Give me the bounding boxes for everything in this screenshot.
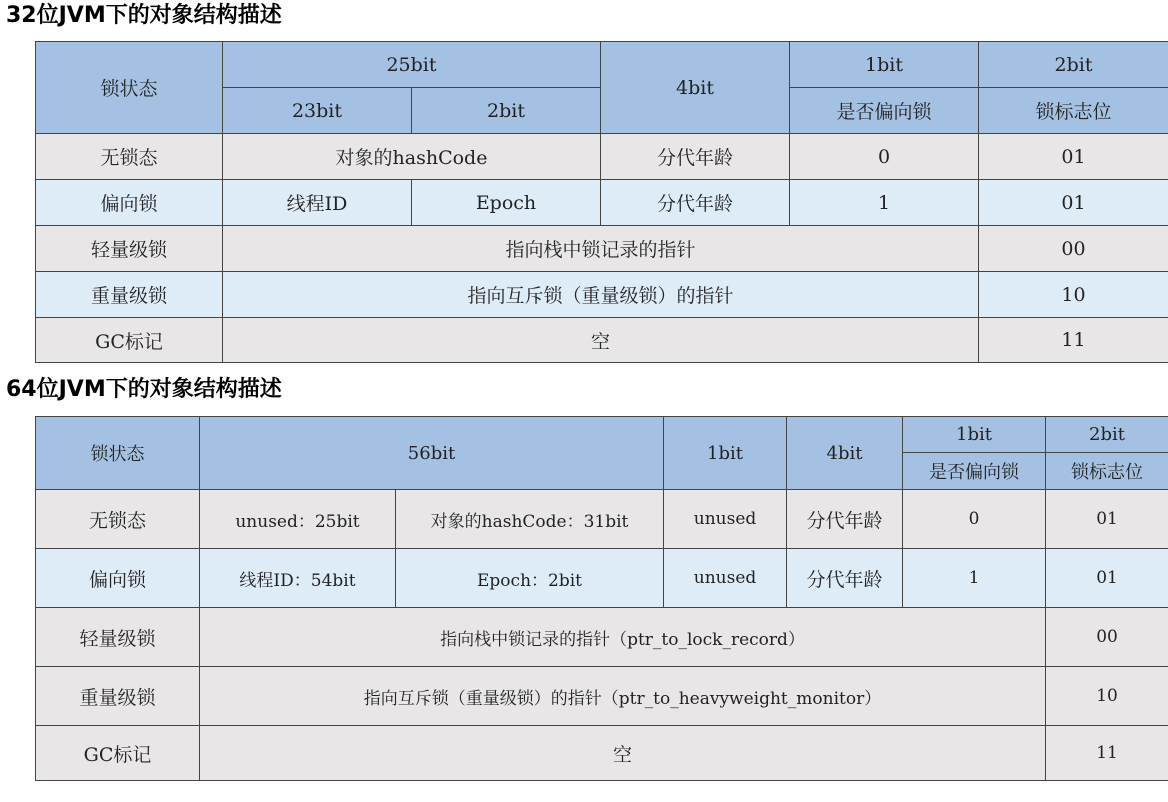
table-row (36, 226, 1168, 272)
cell-state: 偏向锁 (36, 180, 223, 226)
table-64bit-markword (35, 416, 1168, 781)
table-row (36, 490, 1168, 549)
cell-hashcode: 对象的hashCode：31bit (396, 490, 664, 549)
cell-unused-part: unused：25bit (200, 490, 396, 549)
cell-state: 重量级锁 (36, 667, 200, 726)
header-2bit-sub: 2bit (412, 88, 601, 134)
header-23bit: 23bit (223, 88, 412, 134)
cell-state: 偏向锁 (36, 549, 200, 608)
header-4bit: 4bit (601, 42, 790, 134)
cell-flag: 00 (979, 226, 1168, 272)
cell-flag: 01 (1046, 490, 1168, 549)
table-row (36, 549, 1168, 608)
header-2bit: 2bit (979, 42, 1168, 88)
cell-unused: unused (664, 549, 787, 608)
cell-state: 重量级锁 (36, 272, 223, 318)
cell-unused: unused (664, 490, 787, 549)
cell-flag: 10 (979, 272, 1168, 318)
cell-epoch: Epoch：2bit (396, 549, 664, 608)
cell-age: 分代年龄 (601, 134, 790, 180)
cell-flag: 11 (979, 318, 1168, 363)
header-2bit: 2bit (1046, 417, 1168, 453)
header-1bit: 1bit (790, 42, 979, 88)
cell-content: 指向互斥锁（重量级锁）的指针（ptr_to_heavyweight_monitor） (200, 667, 1046, 726)
table-32bit-markword (35, 41, 1168, 363)
cell-thread-id: 线程ID (223, 180, 412, 226)
cell-age: 分代年龄 (787, 490, 903, 549)
header-lock-flag: 锁标志位 (1046, 453, 1168, 490)
cell-content: 空 (200, 726, 1046, 781)
cell-state: 轻量级锁 (36, 226, 223, 272)
header-biased-flag: 是否偏向锁 (790, 88, 979, 134)
cell-state: GC标记 (36, 318, 223, 363)
cell-content: 指向栈中锁记录的指针 (223, 226, 979, 272)
cell-state: 无锁态 (36, 134, 223, 180)
cell-epoch: Epoch (412, 180, 601, 226)
header-lock-flag: 锁标志位 (979, 88, 1168, 134)
cell-flag: 01 (979, 134, 1168, 180)
cell-content: 指向互斥锁（重量级锁）的指针 (223, 272, 979, 318)
cell-biased: 0 (903, 490, 1046, 549)
table-row (36, 134, 1168, 180)
cell-flag: 10 (1046, 667, 1168, 726)
cell-content: 指向栈中锁记录的指针（ptr_to_lock_record） (200, 608, 1046, 667)
cell-content: 对象的hashCode (223, 134, 601, 180)
header-4bit: 4bit (787, 417, 903, 490)
cell-biased: 0 (790, 134, 979, 180)
cell-biased: 1 (903, 549, 1046, 608)
table-row (36, 667, 1168, 726)
table-row (36, 272, 1168, 318)
header-1bit: 1bit (903, 417, 1046, 453)
cell-age: 分代年龄 (601, 180, 790, 226)
cell-state: GC标记 (36, 726, 200, 781)
cell-state: 无锁态 (36, 490, 200, 549)
cell-flag: 01 (1046, 549, 1168, 608)
header-25bit: 25bit (223, 42, 601, 88)
title-64bit: 64位JVM下的对象结构描述 (6, 377, 282, 402)
table-row (36, 726, 1168, 781)
header-biased-flag: 是否偏向锁 (903, 453, 1046, 490)
header-lock-state: 锁状态 (36, 417, 200, 490)
table-row (36, 180, 1168, 226)
cell-flag: 01 (979, 180, 1168, 226)
cell-content: 空 (223, 318, 979, 363)
cell-biased: 1 (790, 180, 979, 226)
title-32bit: 32位JVM下的对象结构描述 (6, 3, 282, 28)
header-56bit: 56bit (200, 417, 664, 490)
header-lock-state: 锁状态 (36, 42, 223, 134)
cell-flag: 00 (1046, 608, 1168, 667)
cell-state: 轻量级锁 (36, 608, 200, 667)
cell-age: 分代年龄 (787, 549, 903, 608)
table-row (36, 608, 1168, 667)
header-1bit-unused: 1bit (664, 417, 787, 490)
table-row (36, 318, 1168, 363)
cell-flag: 11 (1046, 726, 1168, 781)
cell-thread-id: 线程ID：54bit (200, 549, 396, 608)
